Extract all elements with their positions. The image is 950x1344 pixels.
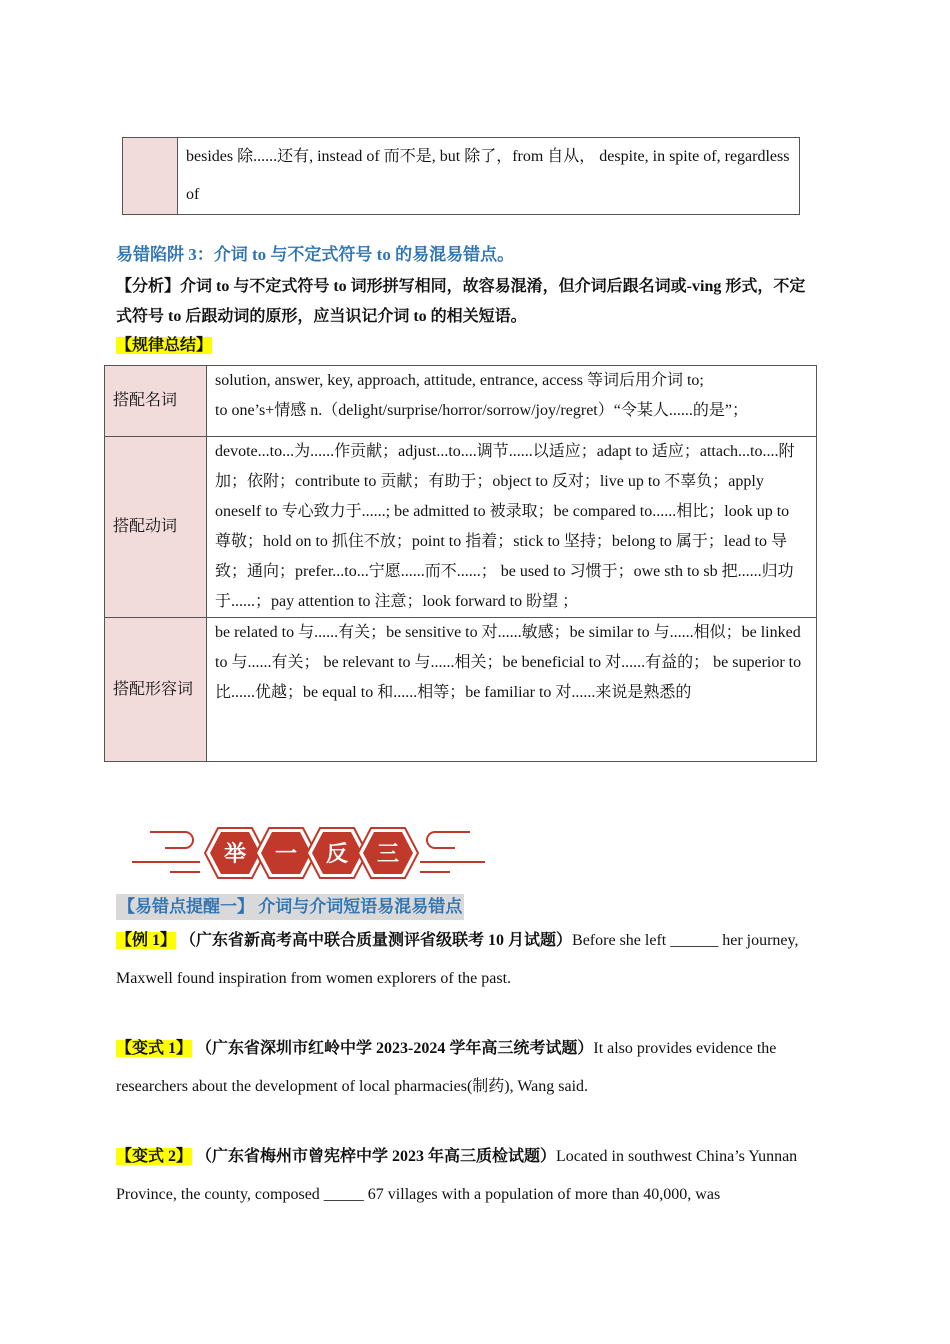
summary-tag: 【规律总结】 — [116, 337, 213, 354]
rules-label-verb: 搭配动词 — [105, 437, 207, 618]
variant1-source: （广东省深圳市红岭中学 2023-2024 学年高三统考试题） — [196, 1040, 594, 1057]
banner-graphic — [130, 820, 490, 886]
example1-tag: 【例 1】 — [116, 932, 177, 949]
rules-content-verb: devote...to...为......作贡献；adjust...to....调节......以适应；adapt to 适应；attach...to....附加；依附；contribute to 贡献；有助于；object to 反对；live up to 不辜负；apply oneself to 专心致力于......; be admitted to 被录取；be compared to......相比；look up to 尊敬；hold on to 抓住不放；point to 指着；stick to 坚持；belong to 属于；lead to 导致；通向；prefer...to...宁愿......而不......； be used to 习惯于；owe sth to sb 把......归功于......；pay attention to 注意；look forward to 盼望 ； — [207, 437, 817, 618]
reminder1-heading: 【易错点提醒一】 介词与介词短语易混易错点 — [116, 894, 464, 920]
example1-source: （广东省新高考高中联合质量测评省级联考 10 月试题） — [180, 932, 573, 949]
example1-text: Before she left ______ her journey, Maxwell found inspiration from women explorers of the past. — [116, 932, 799, 987]
banner — [130, 820, 490, 886]
summary-tag-wrap — [116, 335, 212, 357]
variant2 — [116, 1138, 808, 1214]
rules-content-adj: be related to 与......有关；be sensitive to 对......敏感；be similar to 与......相似；be linked to 与......有关； be relevant to 与......相关；be beneficial to 对......有益的； be superior to 比......优越；be equal to 和......相等；be familiar to 对......来说是熟悉的 — [207, 618, 817, 762]
rules-row-noun — [105, 366, 817, 437]
analysis-tag: 【分析】 — [116, 278, 181, 295]
rules-table — [104, 365, 817, 762]
section3-heading: 易错陷阱 3：介词 to 与不定式符号 to 的易混易错点。 — [116, 245, 515, 264]
top-table-label-cell — [123, 138, 178, 215]
top-table-content: besides 除......还有, instead of 而不是, but 除了，from 自从， despite, in spite of, regardless of — [178, 138, 800, 215]
variant2-source: （广东省梅州市曾宪梓中学 2023 年高三质检试题） — [196, 1148, 557, 1165]
top-table — [122, 137, 800, 215]
rules-row-verb — [105, 437, 817, 618]
variant2-text: Located in southwest China’s Yunnan Province, the county, composed _____ 67 villages with a population of more than 40,000, was — [116, 1148, 798, 1203]
variant2-tag: 【变式 2】 — [116, 1148, 193, 1165]
rules-row-adj — [105, 618, 817, 762]
rules-label-noun: 搭配名词 — [105, 366, 207, 437]
banner-char-2: 一 — [274, 842, 298, 867]
banner-char-3: 反 — [325, 842, 349, 867]
banner-char-1: 举 — [223, 842, 247, 867]
rules-label-adj: 搭配形容词 — [105, 618, 207, 762]
variant1-tag: 【变式 1】 — [116, 1040, 193, 1057]
example1 — [116, 922, 808, 998]
banner-char-4: 三 — [376, 842, 400, 867]
analysis-paragraph — [116, 272, 811, 332]
variant1 — [116, 1030, 808, 1106]
rules-content-noun: solution, answer, key, approach, attitude, entrance, access 等词后用介词 to; to one’s+情感 n.（delight/surprise/horror/sorrow/joy/regret）“令某人......的是”； — [207, 366, 817, 437]
analysis-text: 介词 to 与不定式符号 to 词形拼写相同，故容易混淆，但介词后跟名词或-ving 形式，不定式符号 to 后跟动词的原形，应当识记介词 to 的相关短语。 — [116, 278, 806, 325]
banner-left-ornament — [132, 832, 200, 872]
banner-right-ornament — [420, 832, 485, 872]
variant1-text: It also provides evidence the researchers about the development of local pharmacies(制药), Wang said. — [116, 1040, 777, 1095]
